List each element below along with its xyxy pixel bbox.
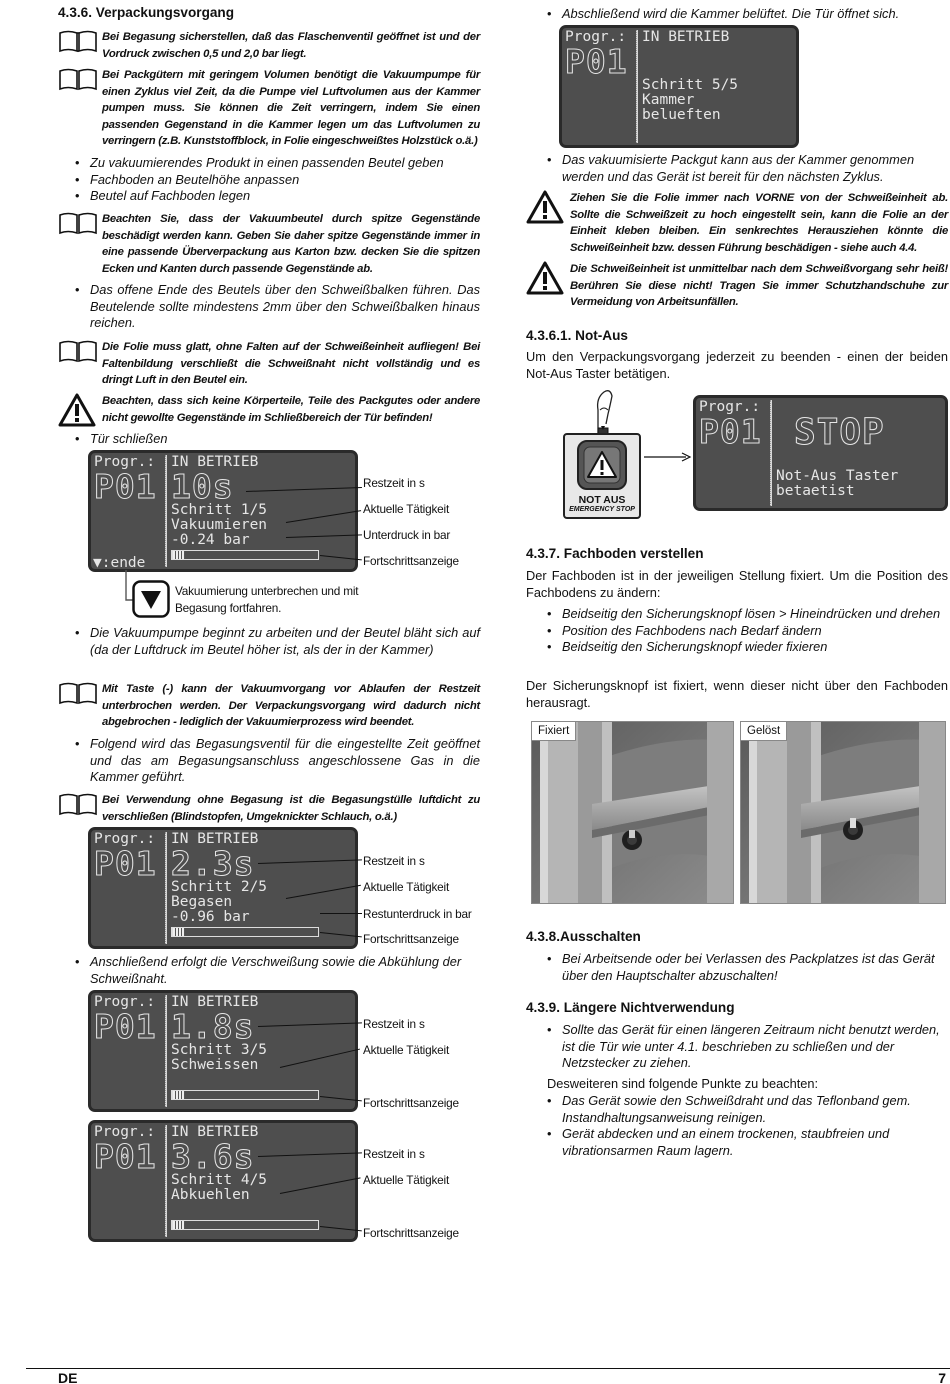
- callout-taetigkeit: Aktuelle Tätigkeit: [363, 502, 450, 516]
- bullet-list-6: [58, 954, 480, 987]
- lcd-divider: [165, 1125, 167, 1237]
- lcd-divider: [165, 832, 167, 944]
- warning-triangle-icon: [526, 261, 564, 295]
- callout-unterdruck: Unterdruck in bar: [363, 528, 451, 542]
- lcd-prog-label: Progr.:: [94, 454, 156, 470]
- lcd-divider: [636, 30, 638, 143]
- lcd-status: IN BETRIEB: [171, 1124, 259, 1140]
- warning-triangle-icon: [58, 393, 96, 427]
- list-item: • Sollte das Gerät für einen längeren Zeitraum nicht benutzt werden, ist die Tür wie unter 4.1. beschrieben zu schließen und der Netzstecker zu ziehen.: [526, 1022, 948, 1072]
- note-begasung: Bei Begasung sicherstellen, daß das Flaschenventil geöffnet ist und der Vordruck zwischen 0,5 und 2,0 bar liegt.: [58, 29, 480, 62]
- lcd-progress-bar: [171, 927, 319, 937]
- callout-taetigkeit: Aktuelle Tätigkeit: [363, 1043, 450, 1057]
- lcd-progress-fill: [173, 1221, 185, 1229]
- lcd-prog-label: Progr.:: [565, 29, 627, 45]
- lcd-status: IN BETRIEB: [171, 454, 259, 470]
- lcd-action: Vakuumieren: [171, 517, 268, 533]
- list-item: • Das offene Ende des Beutels über den Schweißbalken führen. Das Beutelende sollte mindestens 2mm über den Schweißbalken hinaus reichen.: [58, 282, 480, 332]
- lcd-display-step5: [559, 25, 799, 148]
- heading-4-3-8: 4.3.8.Ausschalten: [526, 929, 641, 944]
- lcd-prog-label: Progr.:: [94, 831, 156, 847]
- bullet-list-r2: [526, 152, 948, 185]
- lcd-pressure: -0.96 bar: [171, 909, 250, 925]
- paragraph-sicherungsknopf: Der Sicherungsknopf ist fixiert, wenn dieser nicht über den Fachboden herausragt.: [526, 678, 948, 710]
- lcd-step: Schritt 2/5: [171, 879, 268, 895]
- lcd-time: 10s: [171, 467, 234, 506]
- paragraph-not-aus: Um den Verpackungsvorgang jederzeit zu beenden - einen der beiden Not-Aus Taster betätigen.: [526, 349, 948, 381]
- lcd-display-step3: [88, 990, 358, 1112]
- lcd-action: Kammer: [642, 92, 695, 108]
- lcd-status: IN BETRIEB: [171, 994, 259, 1010]
- warning-koerperteile: Beachten, dass sich keine Körperteile, Teile des Packgutes oder andere nicht gewollte Gegenstände im Schließbereich der Tür befinden!: [58, 393, 480, 426]
- book-icon: [58, 29, 98, 53]
- lcd-program: P01: [565, 42, 628, 81]
- list-item: • Tür schließen: [58, 431, 480, 448]
- lcd-display-stop: [693, 395, 948, 511]
- emergency-stop-icon: [576, 439, 628, 491]
- list-item: • Anschließend erfolgt die Verschweißung sowie die Abkühlung der Schweißnaht.: [58, 954, 480, 987]
- lcd-program: P01: [94, 1137, 157, 1176]
- photo-label: Fixiert: [532, 722, 576, 741]
- paragraph-fachboden: Der Fachboden ist in der jeweiligen Stellung fixiert. Um die Position des Fachbodens zu ändern:: [526, 568, 948, 600]
- callout-fortschritt: Fortschrittsanzeige: [363, 932, 459, 946]
- bullet-list-r6: [526, 1093, 948, 1159]
- lcd-step: Schritt 3/5: [171, 1042, 268, 1058]
- book-icon: [58, 339, 98, 363]
- lcd-divider: [165, 995, 167, 1107]
- callout-fortschritt: Fortschrittsanzeige: [363, 1096, 459, 1110]
- bullet-list-r3: [526, 606, 948, 656]
- lcd-action: Schweissen: [171, 1057, 259, 1073]
- footer-language: DE: [58, 1370, 78, 1384]
- lcd-step: Schritt 4/5: [171, 1172, 268, 1188]
- list-item: • Beidseitig den Sicherungsknopf lösen > Hineindrücken und drehen: [526, 606, 948, 623]
- lcd-prog-label: Progr.:: [94, 1124, 156, 1140]
- bullet-list-r1: [526, 6, 948, 23]
- lcd-action: Begasen: [171, 894, 233, 910]
- lcd-prog-label: Progr.:: [94, 994, 156, 1010]
- list-item: • Das Gerät sowie den Schweißdraht und das Teflonband gem. Instandhaltungsanweisung reinigen.: [526, 1093, 948, 1126]
- list-item: • Fachboden an Beutelhöhe anpassen: [58, 172, 480, 189]
- book-icon: [58, 67, 98, 91]
- note-ohne-begasung: Bei Verwendung ohne Begasung ist die Begasungstülle luftdicht zu verschließen (Blindstopfen, Umgeknickter Schlauch, o.ä.): [58, 792, 480, 825]
- lcd-display-step2: [88, 827, 358, 949]
- callout-restzeit: Restzeit in s: [363, 1147, 425, 1161]
- list-item: • Bei Arbeitsende oder bei Verlassen des Packplatzes ist das Gerät über den Hauptschalter abzuschalten!: [526, 951, 948, 984]
- lcd-status: IN BETRIEB: [642, 29, 730, 45]
- callout-line: [320, 913, 362, 914]
- callout-taetigkeit: Aktuelle Tätigkeit: [363, 880, 450, 894]
- warning-heiss: Die Schweißeinheit ist unmittelbar nach dem Schweißvorgang sehr heiß! Berühren Sie diese nicht! Tragen Sie immer Schutzhandschuhe zur Vermeidung von Arbeitsunfällen.: [526, 261, 948, 311]
- note-taste-minus: Mit Taste (-) kann der Vakuumvorgang vor Ablaufen der Restzeit unterbrochen werden. Der Verpackungsvorgang wird dadurch nicht abgebrochen - lediglich der Vakuumierprozess wird beendet.: [58, 681, 480, 731]
- heading-4-3-6: 4.3.6. Verpackungsvorgang: [58, 5, 235, 20]
- lcd-progress-bar: [171, 1220, 319, 1230]
- heading-4-3-6-1: 4.3.6.1. Not-Aus: [526, 328, 628, 343]
- page-number: 7: [938, 1370, 946, 1384]
- lcd-time: 1.8s: [171, 1007, 255, 1046]
- bullet-list-4: [58, 625, 480, 658]
- bullet-list-2: [58, 282, 480, 332]
- lcd-progress-fill: [173, 551, 185, 559]
- finger-press-icon: [586, 388, 626, 436]
- note-folie: Die Folie muss glatt, ohne Falten auf der Schweißeinheit aufliegen! Bei Faltenbildung verschließt die Schweißnaht nicht vollständig und es dringt Luft in den Beutel ein.: [58, 339, 480, 389]
- lcd-program: P01: [699, 412, 762, 451]
- lcd-action-2: belueften: [642, 107, 721, 123]
- footer-rule: [26, 1368, 950, 1369]
- emergency-stop-button[interactable]: [563, 433, 641, 519]
- lcd-stop: STOP: [794, 412, 885, 453]
- bullet-list-r5: [526, 1022, 948, 1072]
- photo-label: Gelöst: [741, 722, 787, 741]
- bullet-list-1: [58, 155, 480, 205]
- callout-fortschritt: Fortschrittsanzeige: [363, 1226, 459, 1240]
- list-item: • Beutel auf Fachboden legen: [58, 188, 480, 205]
- callout-restzeit: Restzeit in s: [363, 854, 425, 868]
- lcd-progress-fill: [173, 928, 185, 936]
- shelf-released-image: [741, 722, 946, 904]
- photo-geloest: [740, 721, 946, 904]
- note-volumen: Bei Packgütern mit geringem Volumen benötigt die Vakuumpumpe für einen Zyklus viel Zeit, da die Pumpe viel Luftvolumen aus der Kammer pumpen muss. Sie können die Zeit verringern, indem Sie einen passenden Gegenstand in die Kammer legen um das Luftvolumen zu verringern (z.B. Kunststoffblock, in Folie eingeschweißtes Holzstück o.ä.): [58, 67, 480, 150]
- lcd-message: Not-Aus Taster: [776, 468, 899, 484]
- lcd-program: P01: [94, 467, 157, 506]
- lcd-time: 3.6s: [171, 1137, 255, 1176]
- list-item: • Die Vakuumpumpe beginnt zu arbeiten und der Beutel bläht sich auf (da der Luftdruck im Beutel höher ist, als der in der Kammer): [58, 625, 480, 658]
- callout-fortschritt: Fortschrittsanzeige: [363, 554, 459, 568]
- arrow-right-icon: [644, 450, 692, 464]
- heading-4-3-7: 4.3.7. Fachboden verstellen: [526, 546, 704, 561]
- callout-restzeit: Restzeit in s: [363, 1017, 425, 1031]
- callout-restzeit: Restzeit in s: [363, 476, 425, 490]
- list-item: • Folgend wird das Begasungsventil für die eingestellte Zeit geöffnet und das am Begasungsanschluss angeschlossene Gas in die Kammer geführt.: [58, 736, 480, 786]
- lcd-status: IN BETRIEB: [171, 831, 259, 847]
- emergency-stop-label: EMERGENCY STOP: [569, 506, 635, 513]
- lcd-divider: [770, 400, 772, 506]
- lcd-progress-bar: [171, 550, 319, 560]
- paragraph-desweiteren: Desweiteren sind folgende Punkte zu beachten:: [547, 1076, 819, 1091]
- list-item: • Das vakuumisierte Packgut kann aus der Kammer genommen werden und das Gerät ist bereit für den nächsten Zyklus.: [526, 152, 948, 185]
- down-button-icon[interactable]: [132, 580, 170, 618]
- heading-4-3-9: 4.3.9. Längere Nichtverwendung: [526, 1000, 735, 1015]
- list-item: • Position des Fachbodens nach Bedarf ändern: [526, 623, 948, 640]
- bullet-list-r4: [526, 951, 948, 984]
- bullet-list-3: [58, 431, 480, 448]
- lcd-pressure: -0.24 bar: [171, 532, 250, 548]
- lcd-step: Schritt 5/5: [642, 77, 739, 93]
- lcd-divider: [165, 455, 167, 567]
- photo-fixiert: [531, 721, 734, 904]
- lcd-step: Schritt 1/5: [171, 502, 268, 518]
- bullet-list-5: [58, 736, 480, 786]
- shelf-fixed-image: [532, 722, 734, 904]
- book-icon: [58, 792, 98, 816]
- note-spitze-gegenstaende: Beachten Sie, dass der Vakuumbeutel durch spitze Gegenstände beschädigt werden kann. Geben Sie daher spitze Gegenstände immer in eine passende Überverpackung aus Karton bzw. decken Sie die spitzen Ecken und Kanten durch passende Gegenstände ab.: [58, 211, 480, 277]
- not-aus-label: NOT AUS: [578, 494, 626, 506]
- lcd-ende: ▼:ende: [93, 555, 146, 571]
- callout-taetigkeit: Aktuelle Tätigkeit: [363, 1173, 450, 1187]
- lcd-prog-label: Progr.:: [699, 399, 761, 415]
- callout-restunterdruck: Restunterdruck in bar: [363, 907, 472, 921]
- lcd-message-2: betaetist: [776, 483, 855, 499]
- list-item: • Beidseitig den Sicherungsknopf wieder fixieren: [526, 639, 948, 656]
- lcd-progress-fill: [173, 1091, 185, 1099]
- lcd-display-step1: [88, 450, 358, 572]
- lcd-program: P01: [94, 844, 157, 883]
- warning-folie-vorne: Ziehen Sie die Folie immer nach VORNE von der Schweißeinheit ab. Sollte die Schweißzeit zu hoch eingestellt sein, kann die Folie an der Einheit kleben bleiben. Ein senkrechtes Herausziehen könnte die Schweißeinheit bzw. dessen Führung beschädigen - siehe auch 4.4.: [526, 190, 948, 256]
- book-icon: [58, 211, 98, 235]
- list-item: • Abschließend wird die Kammer belüftet. Die Tür öffnet sich.: [526, 6, 948, 23]
- lcd-action: Abkuehlen: [171, 1187, 250, 1203]
- lcd-progress-bar: [171, 1090, 319, 1100]
- list-item: • Gerät abdecken und an einem trockenen, staubfreien und vibrationsarmen Raum lagern.: [526, 1126, 948, 1159]
- lcd-time: 2.3s: [171, 844, 255, 883]
- list-item: • Zu vakuumierendes Produkt in einen passenden Beutel geben: [58, 155, 480, 172]
- book-icon: [58, 681, 98, 705]
- lcd-display-step4: [88, 1120, 358, 1242]
- warning-triangle-icon: [526, 190, 564, 224]
- lcd-program: P01: [94, 1007, 157, 1046]
- stop-button-caption: Vakuumierung unterbrechen und mit Begasung fortfahren.: [175, 584, 359, 615]
